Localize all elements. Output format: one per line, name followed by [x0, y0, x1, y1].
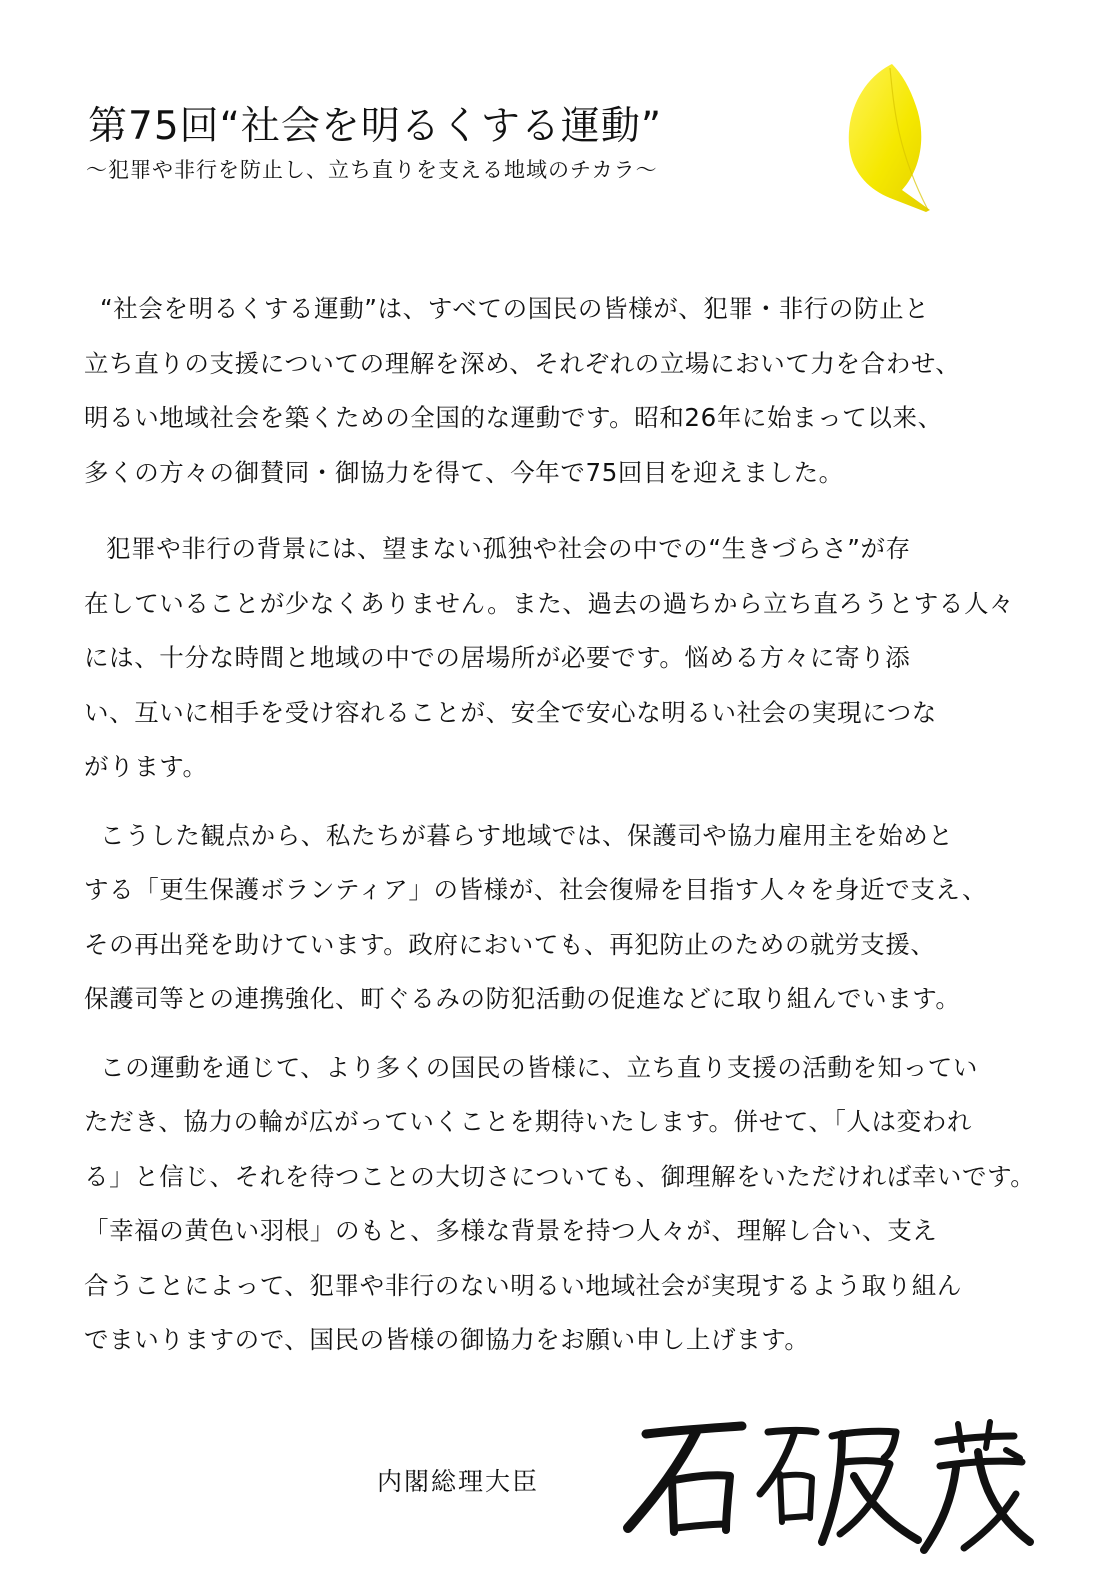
paragraph-line: “社会を明るくする運動”は、すべての国民の皆様が、犯罪・非行の防止と [100, 294, 930, 323]
paragraph-line: がります。 [84, 752, 208, 781]
signer-title: 内閣総理大臣 [377, 1467, 540, 1496]
paragraph-line: ただき、協力の輪が広がっていくことを期待いたします。併せて、「人は変われ [84, 1107, 972, 1136]
paragraph-line: る」と信じ、それを待つことの大切さについても、御理解をいただければ幸いです。 [84, 1161, 1036, 1191]
paragraph-line: でまいりますので、国民の皆様の御協力をお願い申し上げます。 [84, 1325, 810, 1354]
paragraph-line: こうした観点から、私たちが暮らす地域では、保護司や協力雇用主を始めと [100, 820, 954, 850]
paragraph-line: その再出発を助けています。政府においても、再犯防止のための就労支援、 [84, 929, 936, 959]
paragraph-line: 「幸福の黄色い羽根」のもと、多様な背景を持つ人々が、理解し合い、支え [84, 1216, 938, 1245]
paragraph-line: 在していることが少なくありません。また、過去の過ちから立ち直ろうとする人々 [84, 588, 1015, 618]
page-title: 第75回“社会を明るくする運動” [88, 104, 663, 149]
paragraph-2 [84, 522, 1024, 795]
paragraph-line: この運動を通じて、より多くの国民の皆様に、立ち直り支援の活動を知ってい [100, 1052, 979, 1082]
yellow-feather-icon [830, 60, 940, 220]
message-body [84, 282, 1036, 1368]
paragraph-line: 多くの方々の御賛同・御協力を得て、今年で75回目を迎えました。 [84, 457, 844, 487]
paragraph-4 [84, 1041, 1036, 1368]
paragraph-3 [84, 809, 1024, 1027]
paragraph-line: 立ち直りの支援についての理解を深め、それぞれの立場において力を合わせ、 [84, 348, 961, 378]
paragraph-line: する「更生保護ボランティア」の皆様が、社会復帰を目指す人々を身近で支え、 [84, 875, 988, 904]
page-subtitle: 〜犯罪や非行を防止し、立ち直りを支える地域のチカラ〜 [86, 158, 658, 182]
paragraph-line: には、十分な時間と地域の中での居場所が必要です。悩める方々に寄り添 [84, 643, 911, 672]
paragraph-line: 保護司等との連携強化、町ぐるみの防犯活動の促進などに取り組んでいます。 [84, 984, 961, 1013]
paragraph-line: い、互いに相手を受け容れることが、安全で安心な明るい社会の実現につな [84, 697, 937, 727]
paragraph-line: 犯罪や非行の背景には、望まない孤独や社会の中での“生きづらさ”が存 [106, 534, 911, 563]
paragraph-line: 明るい地域社会を築くための全国的な運動です。昭和26年に始まって以来、 [84, 403, 943, 432]
paragraph-line: 合うことによって、犯罪や非行のない明るい地域社会が実現するよう取り組ん [84, 1270, 963, 1300]
handwritten-signature [618, 1402, 1038, 1562]
paragraph-1 [84, 282, 1024, 500]
